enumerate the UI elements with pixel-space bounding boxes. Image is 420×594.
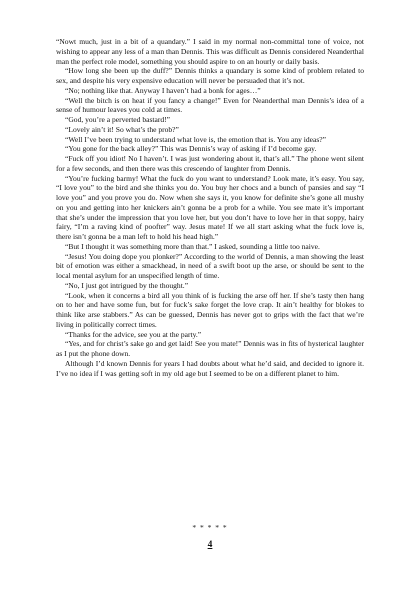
scene-break: * * * * *: [192, 523, 228, 532]
paragraph: “Jesus! You doing dope you plonker?” According to the world of Dennis, a man showing the least bit of emotion was either a smackhead, in need of a swift boot up the arse, or should be sent to the local mental asylum for an unspecified length of time.: [56, 251, 364, 280]
paragraph: “But I thought it was something more than that.” I asked, sounding a little too naive.: [65, 241, 320, 251]
paragraph: “How long she been up the duff?” Dennis thinks a quandary is some kind of problem related to sex, and despite his very expensive education will never be persuaded that it’s not.: [56, 66, 364, 85]
paragraph: “Well the bitch is on heat if you fancy a change!” Even for Neanderthal man Dennis’s idea of a sense of humour leaves you cold at times.: [56, 95, 364, 115]
paragraph: “Yes, and for christ’s sake go and get laid! See you mate!” Dennis was in fits of hysterical laughter as I put the phone down.: [56, 339, 364, 358]
paragraph: “Fuck off you idiot! No I haven’t. I was just wondering about it, that’s all.” The phone went silent for a few seconds, and then there was this crescendo of laughter from Dennis.: [56, 154, 364, 173]
paragraph: “Lovely ain’t it! So what’s the prob?”: [65, 124, 179, 134]
paragraph: “No; nothing like that. Anyway I haven’t had a bonk for ages…”: [65, 85, 261, 95]
paragraph: “Well I’ve been trying to understand what love is, the emotion that is. You any ideas?”: [65, 134, 326, 144]
paragraph: “God, you’re a perverted bastard!”: [65, 115, 170, 124]
paragraph: Although I’d known Dennis for years I had doubts about what he’d said, and decided to ignore it. I’ve no idea if I was getting soft in my old age but I seemed to be on a different planet to him.: [56, 358, 364, 378]
paragraph: “You gone for the back alley?” This was Dennis’s way of asking if I’d become gay.: [65, 144, 317, 154]
paragraph: “You’re fucking barmy! What the fuck do you want to understand? Look mate, it’s easy. You say, “I love you” to the bird and she thinks you do. You buy her chocs and a bunch of pansies and say “I love you” and you prove you do. Now when she says it, you know for definite she’s gone all mushy on you and getting into her knickers ain’t gonna be a prob for a while. You see mate it’s important that she’s under the impression that you love her, but you don’t have to love her in that soppy, hairy fairy, “I’m a raving kind of poofter” way. Jesus mate! If we all start asking what the fuck love is, there isn’t gonna be a man left to hold his head high.”: [56, 173, 364, 241]
paragraph: “Thanks for the advice, see you at the party.”: [65, 329, 202, 339]
page-number: 4: [207, 540, 213, 550]
paragraph: “Nowt much, just in a bit of a quandary.” I said in my normal non-committal tone of voice, not wishing to appear any less of a man than Dennis. This was difficult as Dennis considered Neanderthal man the perfect role model, something you should aspire to on an hourly or daily basis.: [56, 37, 364, 66]
body-text: [56, 37, 364, 378]
paragraph: “No, I just got intrigued by the thought.”: [65, 280, 189, 290]
paragraph: “Look, when it concerns a bird all you think of is fucking the arse off her. If she’s tasty then hang on to her and have some fun, but for fuck’s sake forget the love crap. It ain’t healthy for blokes to think like arse stabbers.” As can be guessed, Dennis has never got to grips with the fact that we’re living in politically correct times.: [56, 290, 364, 329]
